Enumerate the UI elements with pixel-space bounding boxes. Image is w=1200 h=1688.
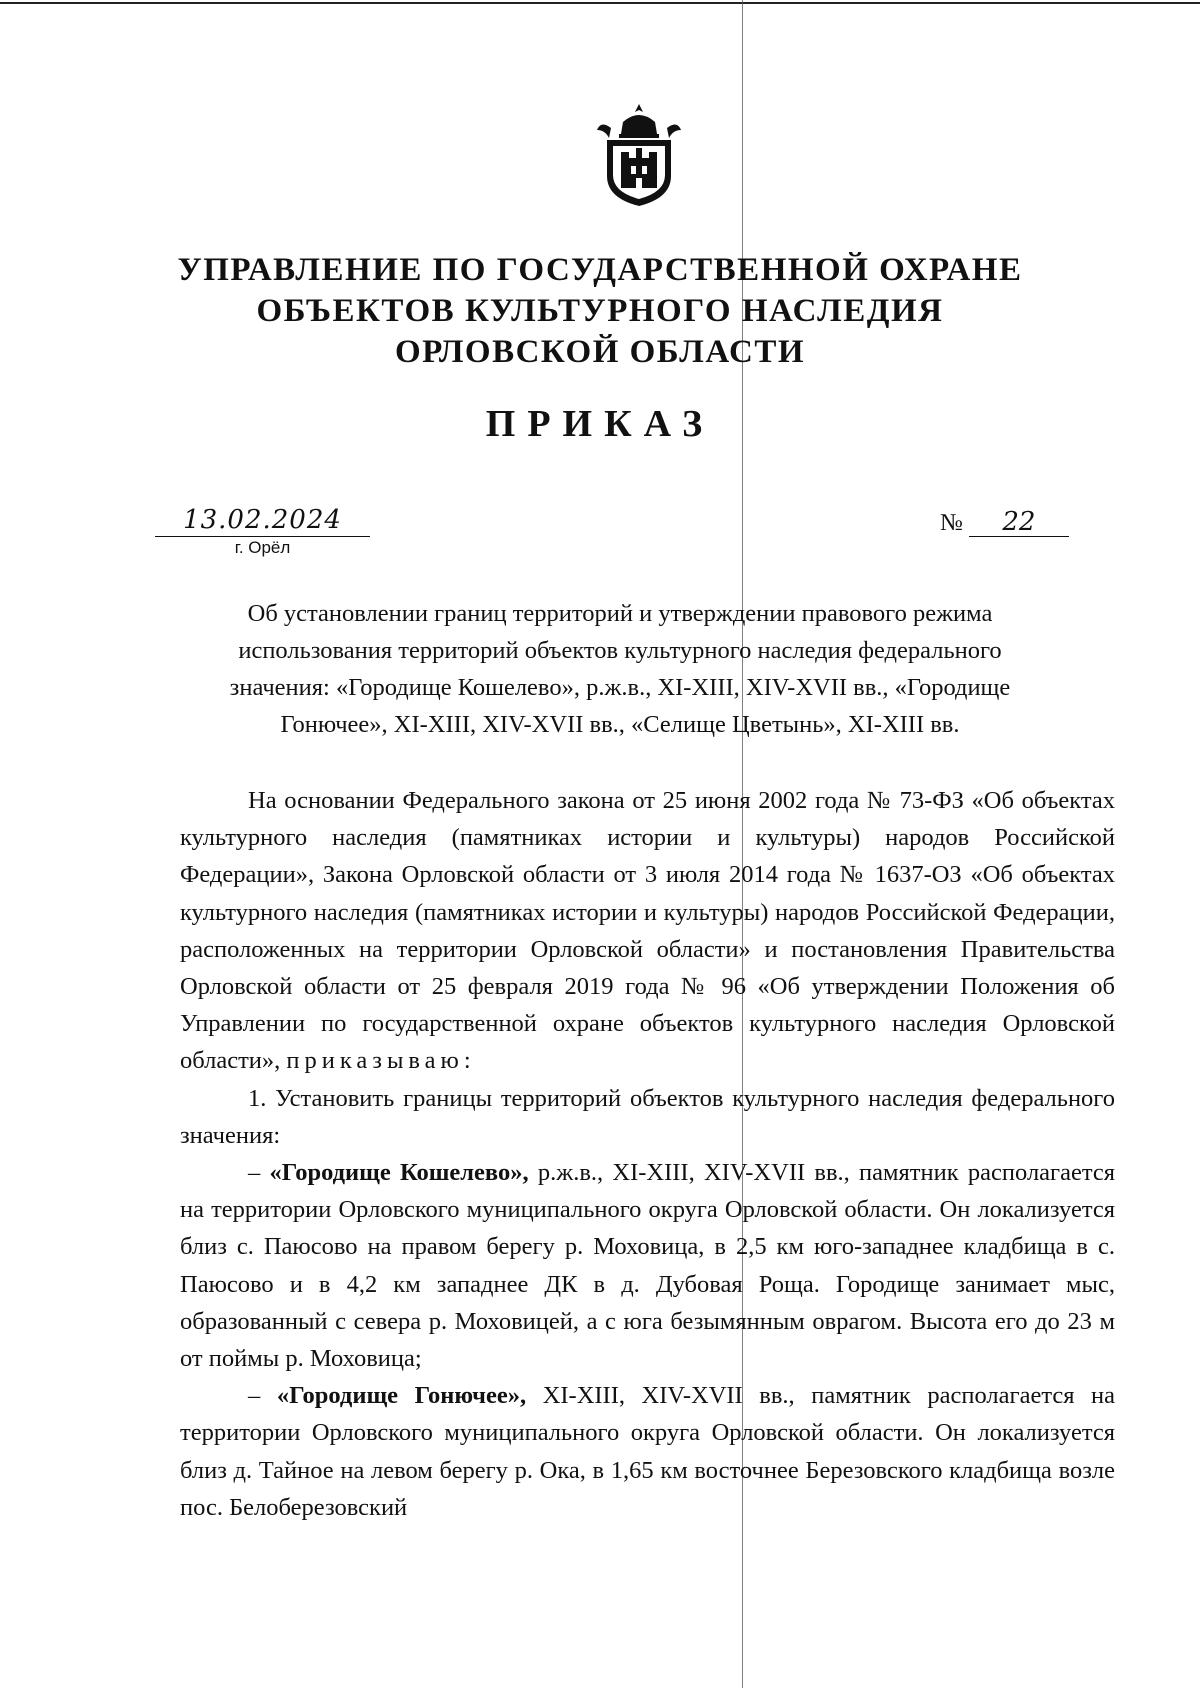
point-1-paragraph: 1. Установить границы территорий объектов культурного наследия федерального значения:	[180, 1084, 1115, 1149]
subject-line: Об установлении границ территорий и утверждении правового режима	[247, 600, 993, 627]
city-label: г. Орёл	[234, 538, 291, 557]
coat-of-arms-icon	[593, 100, 685, 210]
subject-line: использования территорий объектов культурного наследия федерального	[238, 637, 1002, 664]
top-border-line	[0, 2, 1200, 4]
date-block	[155, 505, 370, 558]
subject-line: Гонючее», XI-XIII, XIV-XVII вв., «Селище Цветынь», XI-XIII вв.	[280, 711, 960, 738]
order-word: приказываю:	[286, 1047, 476, 1075]
document-subject	[160, 595, 1080, 743]
document-type-title: ПРИКАЗ	[485, 403, 715, 445]
organization-name-line: УПРАВЛЕНИЕ ПО ГОСУДАРСТВЕННОЙ ОХРАНЕ	[177, 252, 1023, 288]
subject-line: значения: «Городище Кошелево», р.ж.в., XI-XIII, XIV-XVII вв., «Городище	[229, 674, 1011, 701]
handwritten-date: 13.02.2024	[155, 505, 370, 537]
object-description: XI-XIII, XIV-XVII вв., памятник располагается на территории Орловского муниципального округа Орловской области. Он локализуется близ д. Тайное на левом берегу р. Ока, в 1,65 км восточнее Березовского кладбища возле пос. Белоберезовский	[180, 1382, 1116, 1521]
order-number-block	[940, 508, 1090, 537]
object-name: «Городище Гонючее»,	[276, 1382, 527, 1410]
object-item-koshelevo	[180, 1154, 1115, 1377]
organization-name	[0, 250, 1200, 373]
object-name: «Городище Кошелево»,	[269, 1159, 529, 1187]
document-body	[180, 782, 1115, 1526]
organization-name-line: ОРЛОВСКОЙ ОБЛАСТИ	[394, 334, 806, 370]
item-dash: –	[248, 1159, 261, 1187]
item-dash: –	[248, 1382, 261, 1410]
object-description: р.ж.в., XI-XIII, XIV-XVII вв., памятник располагается на территории Орловского муниципального округа Орловской области. Он локализуется близ с. Паюсово на правом берегу р. Моховица, в 2,5 км юго-западнее кладбища в с. Паюсово и в 4,2 км западнее ДК в д. Дубовая Роща. Городище занимает мыс, образованный с севера р. Моховицей, а с юга безымянным оврагом. Высота его до 23 м от поймы р. Моховица;	[180, 1159, 1115, 1373]
number-label: №	[940, 510, 963, 536]
preamble-text: На основании Федерального закона от 25 июня 2002 года № 73-ФЗ «Об объектах культурного наследия (памятниках истории и культуры) народов Российской Федерации», Закона Орловской области от 3 июля 2014 года № 1637-ОЗ «Об объектах культурного наследия (памятниках истории и культуры) народов Российской Федерации, расположенных на территории Орловской области» и постановления Правительства Орловской области от 25 февраля 2019 года № 96 «Об утверждении Положения об Управлении по государственной охране объектов культурного наследия Орловской области»,	[180, 787, 1115, 1075]
preamble-paragraph	[180, 782, 1115, 1080]
handwritten-number: 22	[969, 508, 1069, 537]
organization-name-line: ОБЪЕКТОВ КУЛЬТУРНОГО НАСЛЕДИЯ	[256, 293, 944, 329]
object-item-gonyuchee	[180, 1377, 1115, 1526]
